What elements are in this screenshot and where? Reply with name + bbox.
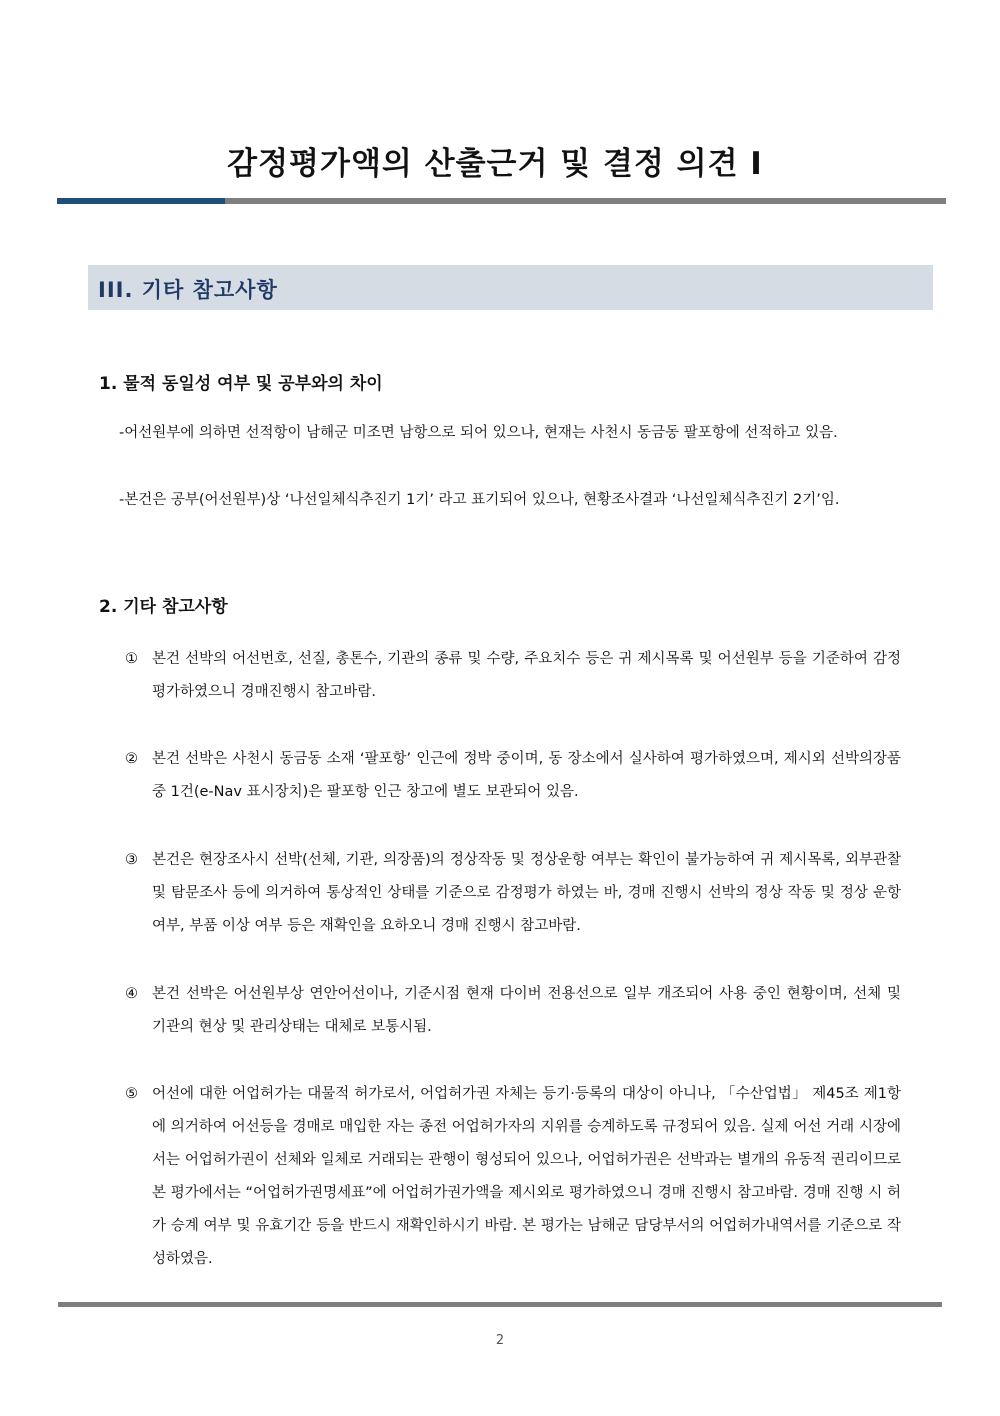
section-heading: III. 기타 참고사항 — [98, 278, 278, 302]
page-title: 감정평가액의 산출근거 및 결정 의견 I — [227, 146, 763, 182]
item-number: ① — [125, 651, 138, 667]
item-text: 본건 선박은 사천시 동금동 소재 ‘팔포항’ 인근에 정박 중이며, 동 장소에서 실사하여 평가하였으며, 제시외 선박의장품 중 1건(e-Nav 표시장치)은 팔포항 인근 창고에 별도 보관되어 있음. — [152, 751, 901, 800]
item-number: ② — [125, 751, 138, 767]
paragraph-registry-port: -어선원부에 의하면 선적항이 남해군 미조면 남항으로 되어 있으나, 현재는 사천시 동금동 팔포항에 선적하고 있음. — [119, 425, 838, 441]
title-divider-accent — [57, 198, 225, 204]
item-text: 어선에 대한 어업허가는 대물적 허가로서, 어업허가권 자체는 등기·등록의 대상이 아니나, 「수산업법」 제45조 제1항에 의거하여 어선등을 경매로 매입한 자는 종전 어업허가자의 지위를 승계하도록 규정되어 있음. 실제 어선 거래 시장에서는 어업허가권이 선체와 일체로 거래되는 관행이 형성되어 있으나, 어업허가권은 선박과는 별개의 유동적 권리이므로 본 평가에서는 “어업허가권명세표”에 어업허가권가액을 제시외로 평가하였으니 경매 진행시 참고바람. 경매 진행 시 허가 승계 여부 및 유효기간 등을 반드시 재확인하시기 바람. 본 평가는 남해군 담당부서의 어업허가내역서를 기준으로 작성하였음. — [152, 1086, 901, 1267]
item-number: ③ — [125, 852, 138, 868]
list-item — [125, 743, 901, 809]
paragraph-propeller: -본건은 공부(어선원부)상 ‘나선일체식추진기 1기’ 라고 표기되어 있으나, 현황조사결과 ‘나선일체식추진기 2기’임. — [119, 492, 840, 508]
subsection-heading-1: 1. 물적 동일성 여부 및 공부와의 차이 — [99, 374, 383, 394]
item-text: 본건 선박은 어선원부상 연안어선이나, 기준시점 현재 다이버 전용선으로 일부 개조되어 사용 중인 현황이며, 선체 및 기관의 현상 및 관리상태는 대체로 보통시됨. — [152, 986, 901, 1035]
item-number: ⑤ — [125, 1086, 138, 1102]
list-item — [125, 643, 901, 709]
item-number: ④ — [125, 986, 138, 1002]
footer-divider — [58, 1302, 942, 1307]
item-text: 본건 선박의 어선번호, 선질, 총톤수, 기관의 종류 및 수량, 주요치수 등은 귀 제시목록 및 어선원부 등을 기준하여 감정평가하였으니 경매진행시 참고바람. — [152, 651, 901, 700]
list-item — [125, 844, 901, 943]
item-text: 본건은 현장조사시 선박(선체, 기관, 의장품)의 정상작동 및 정상운항 여부는 확인이 불가능하여 귀 제시목록, 외부관찰 및 탐문조사 등에 의거하여 통상적인 상태를 기준으로 감정평가 하였는 바, 경매 진행시 선박의 정상 작동 및 정상 운항 여부, 부품 이상 여부 등은 재확인을 요하오니 경매 진행시 참고바람. — [152, 852, 901, 934]
subsection-heading-2: 2. 기타 참고사항 — [99, 597, 228, 617]
page-number: 2 — [495, 1333, 505, 1348]
list-item — [125, 1078, 901, 1276]
list-item — [125, 978, 901, 1044]
